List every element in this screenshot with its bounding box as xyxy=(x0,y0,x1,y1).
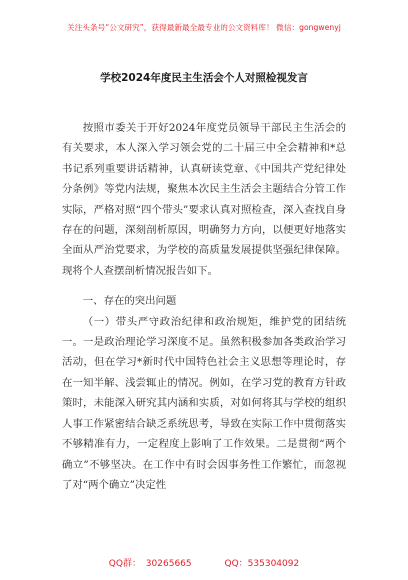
intro-paragraph: 按照市委关于开好2024年度党员领导干部民主生活会的有关要求，本人深入学习领会党的二十届三中全会精神和*总书记系列重要讲话精神，认真研读党章、《中国共产党纪律处分条例》等党内法规，聚焦本次民主生活会主题结合分管工作实际，严格对照“四个带头”要求认真对照检查，深入查找自身存在的问题，深刻剖析原因，明确努力方向，以便更好地落实全面从严治党要求，为学校的高质量发展提供坚强纪律保障。现将个人查摆剖析情况报告如下。 xyxy=(62,122,346,277)
qq-group-number: QQ群： 30265665 xyxy=(108,559,192,569)
document-body xyxy=(62,118,346,495)
qq-number: QQ：535304092 xyxy=(224,559,300,569)
top-banner: 关注头条号“公文研究”，获得最新最全最专业的公文资料库！ 微信：gongwenyj xyxy=(67,23,341,32)
document-title: 学校2024年度民主生活会个人对照检视发言 xyxy=(100,72,308,84)
section-paragraph: （一）带头严守政治纪律和政治规矩，维护党的团结统一。一是政治理论学习深度不足。虽然积极参加各类政治学习活动，但在学习*新时代中国特色社会主义思想等理论时，存在一知半解、浅尝辄止的情况。例如，在学习党的教育方针政策时，未能深入研究其内涵和实质，对如何将其与学校的组织人事工作紧密结合缺乏系统思考，导致在实际工作中贯彻落实不够精准有力，一定程度上影响了工作效果。二是贯彻“两个确立”不够坚决。在工作中有时会因事务性工作繁忙，而忽视了对“两个确立”决定性 xyxy=(62,315,346,491)
footer-contact xyxy=(0,556,408,569)
section-heading: 一、存在的突出问题 xyxy=(82,295,177,308)
